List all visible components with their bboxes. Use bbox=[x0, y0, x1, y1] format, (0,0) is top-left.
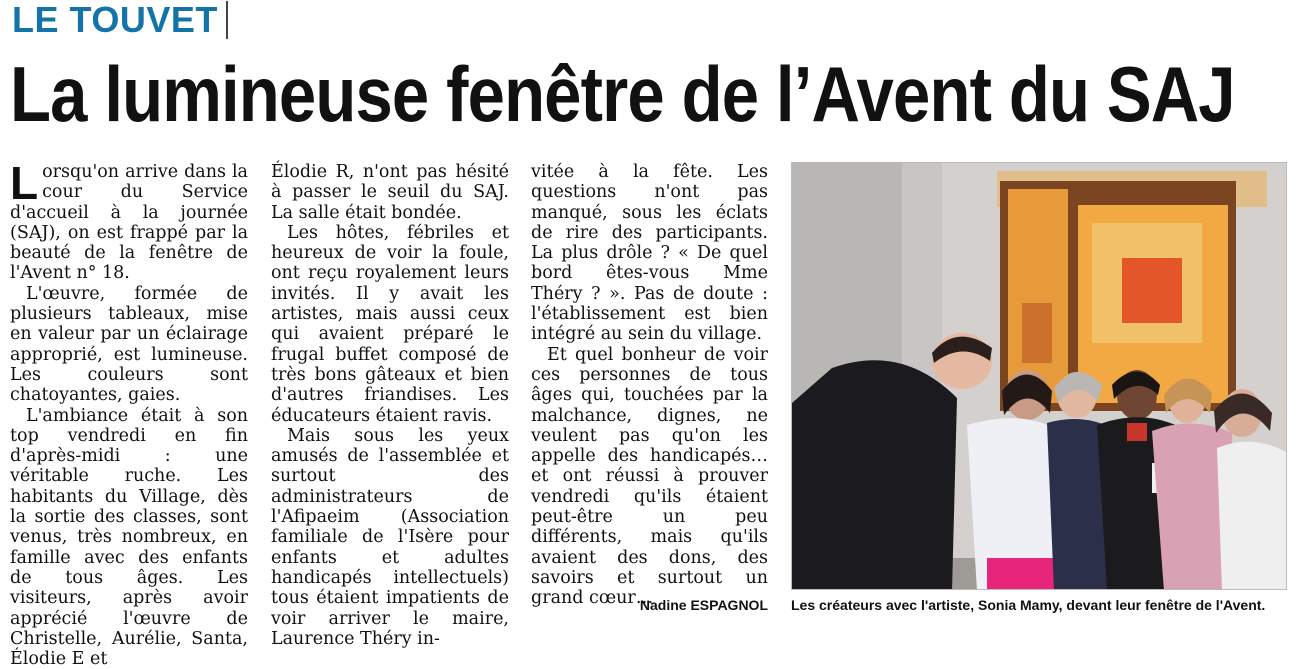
article-paragraph: Mais sous les yeux amusés de l'assemblée et surtout des administrateurs de l'Afipaeim (Association familiale de l'Isère pour enfants et adultes handicapés intellectuels) tous étaient impatients de voir arriver le maire, Laurence Théry in- bbox=[271, 425, 509, 649]
group-photo-illustration bbox=[792, 163, 1287, 590]
article-paragraph: Les hôtes, fébriles et heureux de voir la foule, ont reçu royalement leurs invités. Il y avait les artistes, mais aussi ceux qui avaient préparé le frugal buffet composé de très bons gâteaux et bien d'autres friandises. Les éducateurs étaient ravis. bbox=[271, 222, 509, 426]
author-signature: Nadine ESPAGNOL bbox=[639, 597, 768, 613]
article-paragraph: Élodie R, n'ont pas hésité à passer le seuil du SAJ. La salle était bondée. bbox=[271, 162, 509, 223]
article-paragraph: Et quel bonheur de voir ces personnes de tous âges qui, touchées par la malchance, dignes, ne veulent pas qu'on les appelle des handicapés… et ont réussi à prouver vendredi qu'ils étaient peut-être un peu différents, mais qu'ils avaient des dons, des savoirs et surtout un grand cœur… bbox=[531, 344, 768, 609]
drop-cap: L bbox=[10, 157, 39, 209]
article-paragraph: L'ambiance était à son top vendredi en fin d'après-midi : une véritable ruche. Les habitants du Village, dès la sortie des classes, sont venus, très nombreux, en famille avec des enfants de tous âges. Les visiteurs, après avoir apprécié l'œuvre de Christelle, Aurélie, Santa, Élodie E et bbox=[10, 405, 248, 669]
article-paragraph: L'œuvre, formée de plusieurs tableaux, mise en valeur par un éclairage approprié, est lumineuse. Les couleurs sont chatoyantes, gaies. bbox=[10, 283, 248, 406]
kicker-divider bbox=[226, 1, 228, 39]
section-kicker bbox=[12, 0, 228, 40]
headline: La lumineuse fenêtre de l’Avent du SAJ bbox=[10, 50, 1235, 138]
article-column-1 bbox=[10, 157, 248, 669]
article-column-3 bbox=[531, 162, 768, 609]
paragraph-text: orsqu'on arrive dans la cour du Service d'accueil à la journée (SAJ), on est frappé par la beauté de la fenêtre de l'Avent n° 18. bbox=[10, 162, 248, 284]
photo-caption: Les créateurs avec l'artiste, Sonia Mamy, devant leur fenêtre de l'Avent. bbox=[791, 597, 1266, 613]
article-photo bbox=[791, 162, 1287, 590]
article-paragraph bbox=[10, 157, 248, 284]
section-label: LE TOUVET bbox=[12, 0, 218, 40]
article-column-2 bbox=[271, 162, 509, 649]
article-paragraph: vitée à la fête. Les questions n'ont pas manqué, sous les éclats de rire des participants. La plus drôle ? « De quel bord êtes-vous Mme Théry ? ». Pas de doute : l'établissement est bien intégré au sein du village. bbox=[531, 162, 768, 345]
